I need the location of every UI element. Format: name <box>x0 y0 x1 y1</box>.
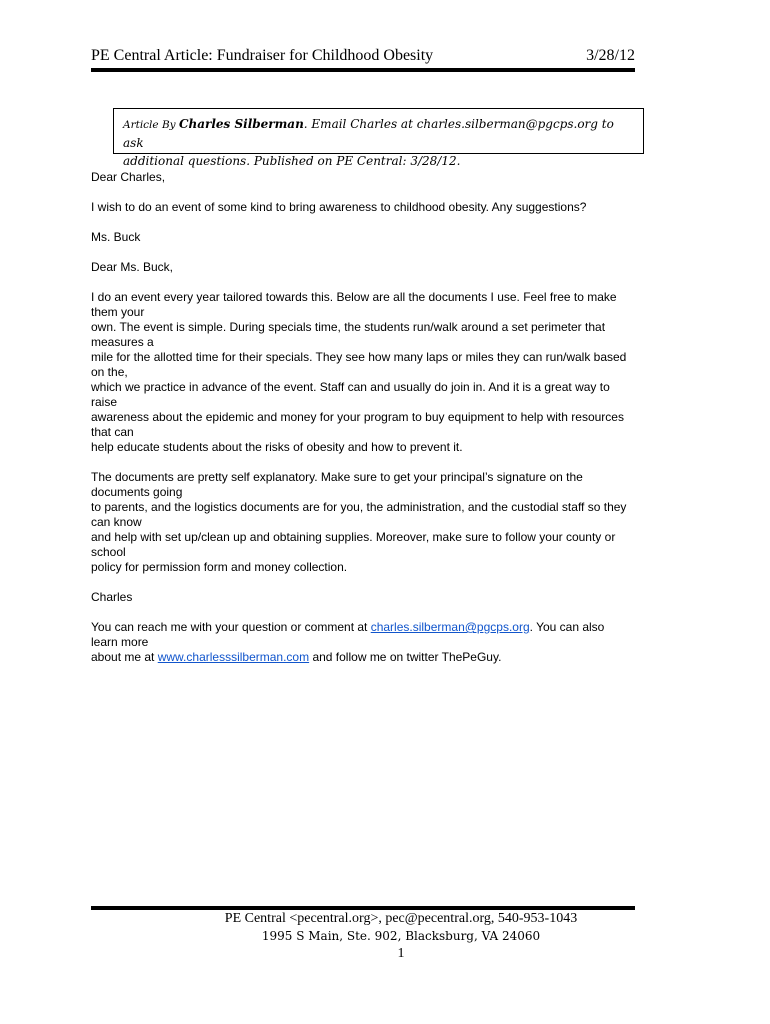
contact-mid: . You can also learn more <box>91 620 605 649</box>
question-text: I wish to do an event of some kind to bring awareness to childhood obesity. Any suggestions? <box>91 200 587 214</box>
paragraph-line: awareness about the epidemic and money for your program to buy equipment to help with resources that can <box>91 410 624 439</box>
contact-prefix: You can reach me with your question or comment at <box>91 620 371 634</box>
paragraph-line: which we practice in advance of the event. Staff can and usually do join in. And it is a great way to raise <box>91 380 610 409</box>
paragraph-line: and help with set up/clean up and obtaining supplies. Moreover, make sure to follow your county or school <box>91 530 616 559</box>
paragraph-line: I do an event every year tailored towards this. Below are all the documents I use. Feel free to make them your <box>91 290 617 319</box>
greeting-ms-buck: Dear Ms. Buck, <box>91 260 174 274</box>
footer-address: 1995 S Main, Ste. 902, Blacksburg, VA 24060 <box>261 929 541 943</box>
byline-line-1 <box>123 115 634 152</box>
page-footer <box>91 910 711 963</box>
greeting-charles: Dear Charles, <box>91 170 166 184</box>
paragraph-line: to parents, and the logistics documents are for you, the administration, and the custodial staff so they can know <box>91 500 627 529</box>
paragraph-event <box>91 290 631 455</box>
paragraph-line: own. The event is simple. During specials time, the students run/walk around a set perimeter that measures a <box>91 320 606 349</box>
signoff-ms-buck: Ms. Buck <box>91 230 141 244</box>
byline-box <box>113 108 644 168</box>
email-link[interactable]: charles.silberman@pgcps.org <box>370 620 530 634</box>
page-number: 1 <box>397 946 405 961</box>
contact-line-1 <box>91 620 631 650</box>
paragraph-line: mile for the allotted time for their specials. They see how many laps or miles they can run/walk based on the, <box>91 350 627 379</box>
paragraph-documents <box>91 470 631 575</box>
contact-line2-prefix: about me at <box>91 650 158 664</box>
byline-line-2: additional questions. Published on PE Central: 3/28/12. <box>123 154 461 168</box>
document-date: 3/28/12 <box>586 47 635 64</box>
byline-prefix: Article By <box>123 119 179 131</box>
signoff-charles: Charles <box>91 590 133 604</box>
byline-author: Charles Silberman <box>178 117 304 131</box>
byline-line1-rest: . Email Charles at charles.silberman@pgcps.org to ask <box>123 117 614 150</box>
footer-contact: PE Central <pecentral.org>, pec@pecentral.org, 540-953-1043 <box>224 911 578 926</box>
contact-line-2 <box>91 650 631 665</box>
contact-suffix: and follow me on twitter ThePeGuy. <box>309 650 502 664</box>
letter-body <box>91 170 631 665</box>
website-link[interactable]: www.charlesssilberman.com <box>157 650 310 664</box>
paragraph-line: policy for permission form and money collection. <box>91 560 348 574</box>
document-title: PE Central Article: Fundraiser for Childhood Obesity <box>91 47 434 64</box>
paragraph-line: The documents are pretty self explanatory. Make sure to get your principal’s signature on the documents going <box>91 470 583 499</box>
header-rule <box>91 68 635 72</box>
paragraph-line: help educate students about the risks of obesity and how to prevent it. <box>91 440 463 454</box>
